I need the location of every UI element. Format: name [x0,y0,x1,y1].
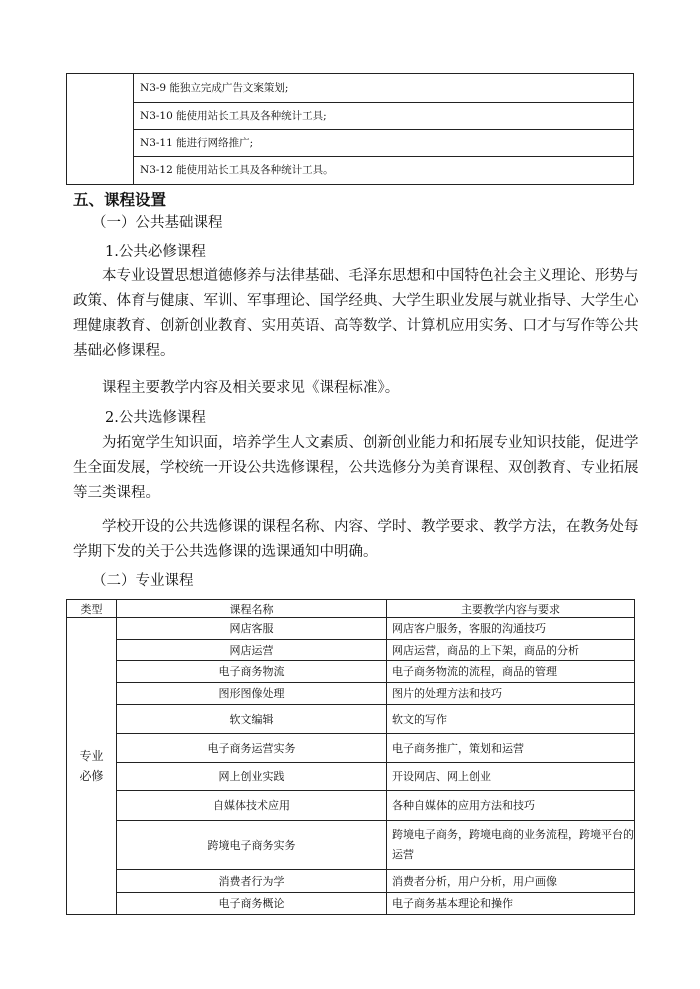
paragraph-required-courses [73,264,643,364]
header-requirements: 主要教学内容与要求 [387,600,635,618]
course-name: 跨境电子商务实务 [117,821,387,870]
ability-row: N3-12 能使用站长工具及各种统计工具。 [134,157,634,185]
course-requirements: 软文的写作 [387,705,635,734]
ability-row: N3-11 能进行网络推广; [134,130,634,157]
course-name: 自媒体技术应用 [117,791,387,821]
paragraph-line: 基础必修课程。 [73,343,175,359]
course-name: 电子商务概论 [117,893,387,915]
ability-category-cell [67,74,134,185]
course-name: 电子商务运营实务 [117,734,387,763]
course-requirements: 开设网店、网上创业 [387,763,635,791]
paragraph-line: 学校开设的公共选修课的课程名称、内容、学时、教学要求、教学方法，在教务处每 [102,519,639,535]
paragraph-line: 政策、体育与健康、军训、军事理论、国学经典、大学生职业发展与就业指导、大学生心 [73,293,639,309]
subsection-item-title: 2.公共选修课程 [105,410,206,426]
course-requirements: 各种自媒体的应用方法和技巧 [387,791,635,821]
paragraph-line: 等三类课程。 [73,485,160,501]
course-requirements: 电子商务物流的流程，商品的管理 [387,661,635,683]
course-requirements: 电子商务推广，策划和运营 [387,734,635,763]
subsection-item-title: 1.公共必修课程 [105,244,206,260]
category-label: 必修 [79,769,104,783]
course-requirements: 网店运营，商品的上下架，商品的分析 [387,640,635,661]
paragraph-line: 生全面发展，学校统一开设公共选修课程，公共选修分为美育课程、双创教育、专业拓展 [73,460,639,476]
subsection-title: （二）专业课程 [92,573,194,589]
course-requirements: 消费者分析，用户分析，用户画像 [387,870,635,893]
category-label: 专业 [79,749,104,763]
course-name: 消费者行为学 [117,870,387,893]
paragraph-line: 为拓宽学生知识面，培养学生人文素质、创新创业能力和拓展专业知识技能，促进学 [102,435,639,451]
category-cell [67,618,117,915]
course-name: 图形图像处理 [117,683,387,705]
ability-row: N3-10 能使用站长工具及各种统计工具; [134,103,634,130]
course-requirements: 跨境电子商务，跨境电商的业务流程，跨境平台的运营 [387,821,635,870]
paragraph-elective-courses [73,431,643,506]
paragraph-course-standard: 课程主要教学内容及相关要求见《课程标准》。 [102,380,400,396]
subsection-title: （一）公共基础课程 [92,215,223,231]
course-table [66,599,635,915]
course-name: 软文编辑 [117,705,387,734]
course-requirements: 网店客户服务，客服的沟通技巧 [387,618,635,640]
paragraph-line: 学期下发的关于公共选修课的选课通知中明确。 [73,544,378,560]
course-requirements: 图片的处理方法和技巧 [387,683,635,705]
course-name: 网店客服 [117,618,387,640]
paragraph-line: 理健康教育、创新创业教育、实用英语、高等数学、计算机应用实务、口才与写作等公共 [73,318,639,334]
course-name: 网上创业实践 [117,763,387,791]
paragraph-elective-notice [73,515,643,565]
course-name: 电子商务物流 [117,661,387,683]
ability-row: N3-9 能独立完成广告文案策划; [134,74,634,103]
course-requirements: 电子商务基本理论和操作 [387,893,635,915]
paragraph-line: 本专业设置思想道德修养与法律基础、毛泽东思想和中国特色社会主义理论、形势与 [102,268,639,284]
ability-table [66,73,634,185]
header-course-name: 课程名称 [117,600,387,618]
header-type: 类型 [67,600,117,618]
section-title: 五、课程设置 [73,191,167,209]
course-name: 网店运营 [117,640,387,661]
